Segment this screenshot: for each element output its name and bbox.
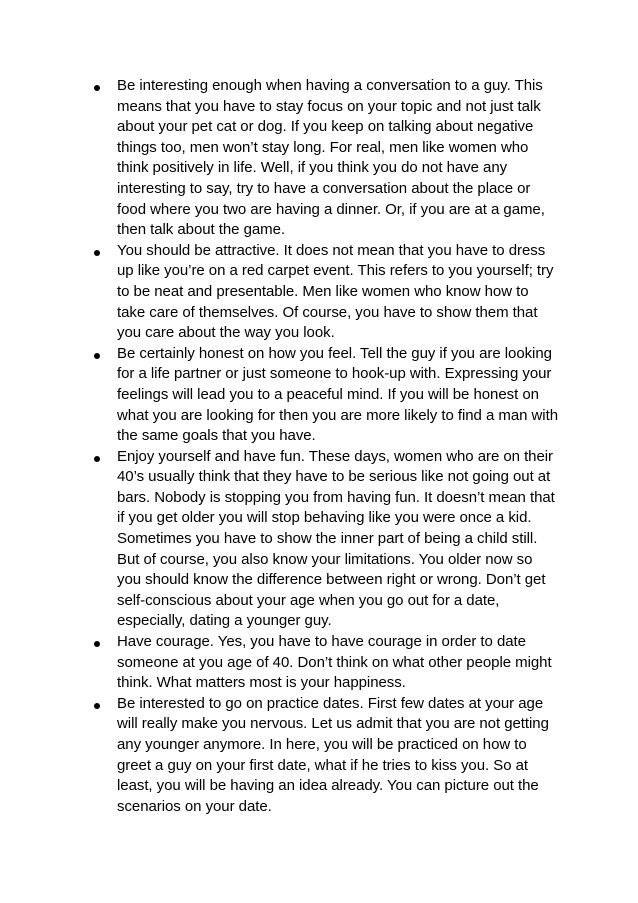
bullet-icon <box>94 456 100 462</box>
paragraph-text: Have courage. Yes, you have to have courage in order to date someone at you age of 40. Don’t think on what other people might think. What matters most is your happiness. <box>117 633 552 692</box>
paragraph-text: Be interested to go on practice dates. First few dates at your age will really make you nervous. Let us admit that you are not getting any younger anymore. In here, you will be practiced on how to greet a guy on your first date, what if he tries to kiss you. So at least, you will be having an idea already. You can picture out the scenarios on your date. <box>117 694 549 815</box>
bullet-icon <box>94 85 100 91</box>
bullet-icon <box>94 703 100 709</box>
list-item <box>94 344 564 447</box>
list-item <box>94 76 564 241</box>
bullet-icon <box>94 641 100 647</box>
bullet-icon <box>94 353 100 359</box>
list-item <box>94 694 564 818</box>
paragraph-text: You should be attractive. It does not mean that you have to dress up like you’re on a red carpet event. This refers to you yourself; try to be neat and presentable. Men like women who know how to take care of themselves. Of course, you have to show them that you care about the way you look. <box>117 241 554 342</box>
list-item <box>94 632 564 694</box>
list-item <box>94 241 564 344</box>
bullet-icon <box>94 250 100 256</box>
paragraph-text: Be interesting enough when having a conversation to a guy. This means that you have to stay focus on your topic and not just talk about your pet cat or dog. If you keep on talking about negative things too, men won’t stay long. For real, men like women who think positively in life. Well, if you think you do not have any interesting to say, try to have a conversation about the place or food where you two are having a dinner. Or, if you are at a game, then talk about the game. <box>117 77 545 239</box>
paragraph-text: Enjoy yourself and have fun. These days, women who are on their 40’s usually think that they have to be serious like not going out at bars. Nobody is stopping you from having fun. It doesn’t mean that if you get older you will stop behaving like you were once a kid. Sometimes you have to show the inner part of being a child still. But of course, you also know your limitations. You older now so you should know the difference between right or wrong. Don’t get self-conscious about your age when you go out for a date, especially, dating a younger guy. <box>117 447 555 630</box>
bullet-list <box>94 76 564 817</box>
paragraph-text: Be certainly honest on how you feel. Tell the guy if you are looking for a life partner or just someone to hook-up with. Expressing your feelings will lead you to a peaceful mind. If you will be honest on what you are looking for then you are more likely to find a man with the same goals that you have. <box>117 344 558 445</box>
list-item <box>94 447 564 632</box>
